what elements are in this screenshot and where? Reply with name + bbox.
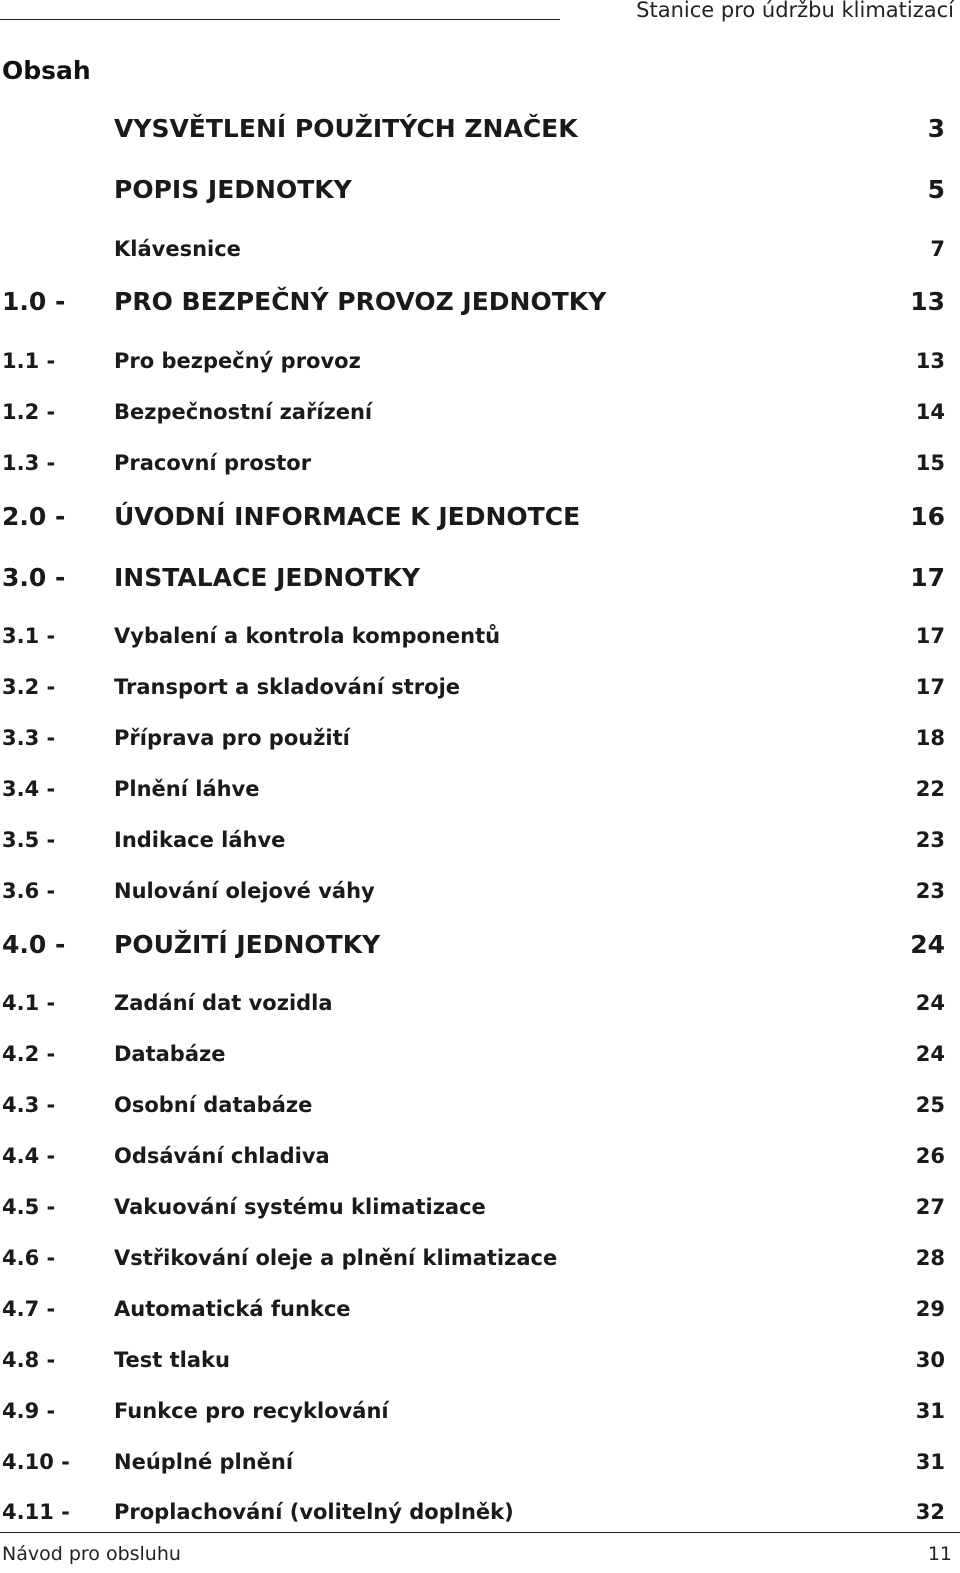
toc-entry-page: 29 <box>915 1297 945 1321</box>
toc-entry-number: 1.0 - <box>2 287 66 316</box>
toc-entry-page: 24 <box>915 991 945 1015</box>
toc-entry-title: Vybalení a kontrola komponentů <box>114 624 501 648</box>
toc-entry-title: Neúplné plnění <box>114 1450 294 1474</box>
toc-entry-page: 24 <box>910 930 945 959</box>
toc-entry-title: Test tlaku <box>114 1348 230 1372</box>
toc-entry-number: 4.4 - <box>2 1144 56 1168</box>
toc-entry-page: 17 <box>915 624 945 648</box>
toc-entry-number: 1.3 - <box>2 451 56 475</box>
toc-entry-page: 31 <box>915 1399 945 1423</box>
footer-page-number: 11 <box>927 1543 952 1565</box>
toc-entry-title: INSTALACE JEDNOTKY <box>114 563 420 592</box>
toc-entry-title: Automatická funkce <box>114 1297 351 1321</box>
toc-entry-title: ÚVODNÍ INFORMACE K JEDNOTCE <box>114 502 581 531</box>
toc-entry-title: Osobní databáze <box>114 1093 313 1117</box>
document-title: Stanice pro údržbu klimatizací <box>636 0 954 22</box>
toc-entry-page: 7 <box>930 237 945 261</box>
toc-entry-title: POUŽITÍ JEDNOTKY <box>114 930 381 959</box>
toc-entry-number: 4.1 - <box>2 991 56 1015</box>
toc-entry-title: Odsávání chladiva <box>114 1144 330 1168</box>
toc-entry-page: 22 <box>915 777 945 801</box>
toc-entry-page: 5 <box>927 175 945 204</box>
toc-entry-page: 14 <box>915 400 945 424</box>
toc-entry-title: Transport a skladování stroje <box>114 675 461 699</box>
toc-entry-title: Funkce pro recyklování <box>114 1399 389 1423</box>
toc-entry-number: 3.0 - <box>2 563 66 592</box>
toc-entry-page: 27 <box>915 1195 945 1219</box>
toc-entry-page: 28 <box>915 1246 945 1270</box>
toc-entry-number: 4.10 - <box>2 1450 70 1474</box>
toc-entry-number: 4.0 - <box>2 930 66 959</box>
toc-entry-title: Pracovní prostor <box>114 451 312 475</box>
toc-entry-title: VYSVĚTLENÍ POUŽITÝCH ZNAČEK <box>114 114 578 143</box>
toc-entry-title: Proplachování (volitelný doplněk) <box>114 1500 514 1524</box>
toc-entry-title: Bezpečnostní zařízení <box>114 400 373 424</box>
toc-entry-number: 3.1 - <box>2 624 56 648</box>
toc-entry-title: Vakuování systému klimatizace <box>114 1195 486 1219</box>
toc-entry-page: 17 <box>910 563 945 592</box>
toc-entry-title: Vstřikování oleje a plnění klimatizace <box>114 1246 558 1270</box>
toc-entry-page: 25 <box>915 1093 945 1117</box>
toc-entry-title: Zadání dat vozidla <box>114 991 333 1015</box>
toc-entry-page: 13 <box>915 349 945 373</box>
toc-entry-page: 3 <box>927 114 945 143</box>
toc-entry-title: Databáze <box>114 1042 226 1066</box>
toc-entry-number: 4.2 - <box>2 1042 56 1066</box>
toc-entry-number: 3.4 - <box>2 777 56 801</box>
footer-rule <box>0 1532 960 1533</box>
toc-entry-number: 4.3 - <box>2 1093 56 1117</box>
header-rule <box>0 19 560 20</box>
toc-entry-title: Pro bezpečný provoz <box>114 349 361 373</box>
toc-entry-page: 17 <box>915 675 945 699</box>
toc-entry-number: 3.3 - <box>2 726 56 750</box>
toc-entry-page: 32 <box>915 1500 945 1524</box>
toc-entry-number: 3.6 - <box>2 879 56 903</box>
toc-entry-page: 30 <box>915 1348 945 1372</box>
toc-entry-number: 3.2 - <box>2 675 56 699</box>
toc-entry-number: 4.8 - <box>2 1348 56 1372</box>
toc-entry-number: 2.0 - <box>2 502 66 531</box>
toc-entry-page: 23 <box>915 828 945 852</box>
toc-entry-title: Indikace láhve <box>114 828 286 852</box>
toc-entry-title: PRO BEZPEČNÝ PROVOZ JEDNOTKY <box>114 287 607 316</box>
toc-entry-title: POPIS JEDNOTKY <box>114 175 352 204</box>
toc-entry-page: 31 <box>915 1450 945 1474</box>
toc-heading: Obsah <box>2 56 91 85</box>
toc-entry-page: 23 <box>915 879 945 903</box>
toc-entry-page: 26 <box>915 1144 945 1168</box>
toc-entry-page: 24 <box>915 1042 945 1066</box>
footer-manual-label: Návod pro obsluhu <box>2 1543 181 1565</box>
toc-entry-page: 15 <box>915 451 945 475</box>
toc-entry-page: 13 <box>910 287 945 316</box>
toc-entry-number: 4.9 - <box>2 1399 56 1423</box>
toc-entry-number: 4.7 - <box>2 1297 56 1321</box>
toc-entry-page: 16 <box>910 502 945 531</box>
toc-entry-number: 4.11 - <box>2 1500 70 1524</box>
toc-entry-title: Příprava pro použití <box>114 726 350 750</box>
toc-entry-number: 4.5 - <box>2 1195 56 1219</box>
toc-entry-title: Plnění láhve <box>114 777 260 801</box>
toc-entry-page: 18 <box>915 726 945 750</box>
toc-entry-number: 1.2 - <box>2 400 56 424</box>
toc-entry-number: 4.6 - <box>2 1246 56 1270</box>
toc-entry-number: 1.1 - <box>2 349 56 373</box>
toc-entry-number: 3.5 - <box>2 828 56 852</box>
toc-entry-title: Klávesnice <box>114 237 241 261</box>
toc-entry-title: Nulování olejové váhy <box>114 879 375 903</box>
